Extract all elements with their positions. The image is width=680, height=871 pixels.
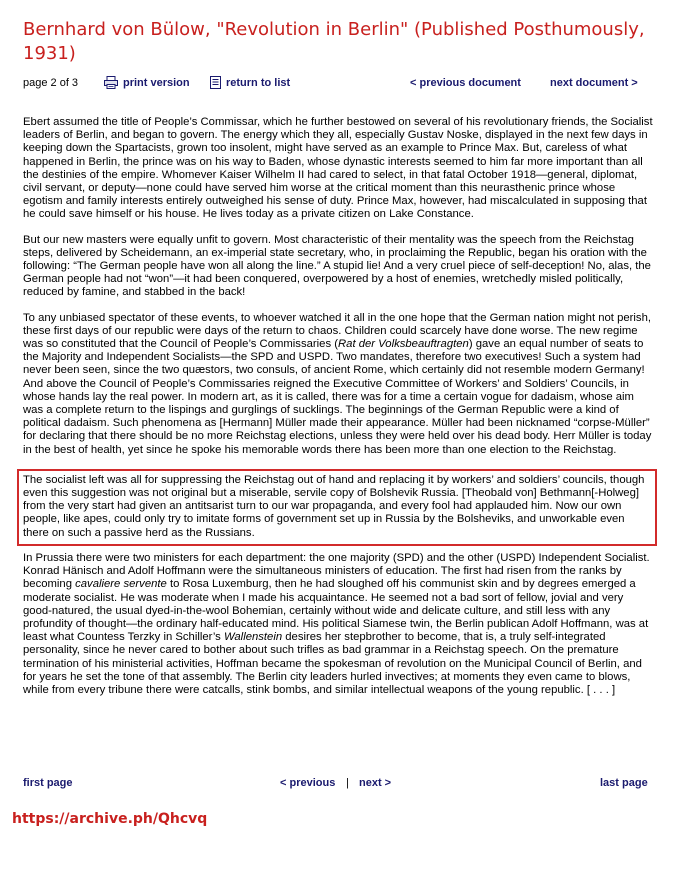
previous-document-link[interactable]: < previous document [410, 77, 521, 89]
paragraph [23, 312, 653, 457]
paragraph-text: Ebert assumed the title of People’s Commissar, which he further bestowed on several of his revolutionary friends, the Socialist leaders of Berlin, and began to govern. The energy which they all, especially Gustav Noske, displayed in the next few days in keeping down the Spartacists, grown too insolent, might have served as an example to Prince Max. But, careless of what happened in Berlin, the prince was on his way to Baden, whose dynastic interests seemed to him far more important than all the destinies of the empire. Whomever Kaiser Wilhelm II had cared to select, in that fatal October 1918—general, diplomat, civil servant, or deputy—none could have served him worse at the critical moment than this neurasthenic prince whose egotism and family interests entirely outweighed his sense of duty. Prince Max, however, had miscalculated in supposing that he could save himself or his house. He lives today as a private citizen on Lake Constance. [23, 116, 653, 221]
paragraph-text: ) gave an equal number of seats to the Majority and Independent Socialists—the SPD and USPD. Two mandates, therefore two executives! Such a system had never been seen, since the two quæstors, two consuls, of ancient Rome, which certainly did not resemble modern Germany! And above the Council of People’s Commissaries reigned the Executive Committee of Workers’ and Soldiers’ Councils, in whose hands lay the real power. In modern art, as it is called, there was for a time a certain vogue for dadaism, whose aim was a complete return to the lispings and gurglings of sucklings. The beginnings of the German Republic were a kind of political dadaism. Such phenomena as [Hermann] Müller made their appearance. Müller had been nicknamed “corpse-Müller” for declaring that there should be no more Reichstag elections, unless they were held over his dead body. Herr Müller is today in the best of health, yet since he spoke his memorable words there has been more than one election to the Reichstag. [23, 338, 652, 456]
paragraph-text: desires her stepbrother to become, that is, a truly self-integrated personality, since he never cared to bother about such trifles as bad grammar in a Reichstag speech. On the premature termination of his ministerial activities, Hoffman became the spokesman of revolution on the Municipal Council of Berlin, and for years he set the tone of that assembly. The Berlin city leaders hurled invectives; at moments they even came to blows, while from every tribune there were catcalls, stink bombs, and similar intellectual weapons of the young republic. [ . . . ] [23, 631, 642, 696]
archive-url: https://archive.ph/Qhcvq [12, 811, 208, 827]
printer-icon[interactable] [104, 76, 118, 94]
nav-separator: | [346, 777, 349, 789]
print-version-link[interactable]: print version [123, 77, 190, 89]
previous-page-link[interactable]: < previous [280, 777, 336, 789]
paragraph-text: But our new masters were equally unfit to govern. Most characteristic of their mentality was the speech from the Reichstag steps, delivered by Scheidemann, an ex-imperial state secretary, who, in proclaiming the Republic, began his oration with the following: “The German people have won all along the line.” A stupid lie! And a very cruel piece of self-deception! No, alas, the German people had not “won”—it had been conquered, overpowered by a host of enemies, wretchedly misled politically, reduced by famine, and stabbed in the back! [23, 233, 651, 299]
first-page-link[interactable]: first page [23, 777, 73, 789]
paragraph-text: In Prussia there were two ministers for each department: the one majority (SPD) and the other (USPD) Independent Socialist. Konrad Hänisch and Adolf Hoffmann were the simultaneous ministers of education. The first had risen from the ranks by becoming [23, 551, 650, 591]
top-navigation [23, 75, 649, 91]
document-body [23, 116, 653, 709]
next-document-link[interactable]: next document > [550, 77, 638, 89]
next-page-link[interactable]: next > [359, 777, 392, 789]
page-title: Bernhard von Bülow, "Revolution in Berlin" (Published Posthumously, 1931) [23, 19, 645, 64]
italic-term: Wallenstein [223, 631, 283, 644]
italic-term: Rat der Volksbeauftragten [338, 338, 469, 351]
bottom-navigation [23, 775, 649, 791]
paragraph-text: To any unbiased spectator of these events, to whoever watched it all in the one hope that the German nation might not perish, these first days of our republic were days of the return to chaos. Children could scarcely have done worse. The new regime was so constituted that the Council of People’s Commissaries ( [23, 311, 651, 351]
paragraph [23, 234, 653, 300]
italic-term: cavaliere servente [75, 578, 167, 591]
paragraph [23, 116, 653, 222]
highlighted-paragraph [17, 469, 657, 546]
return-to-list-link[interactable]: return to list [226, 77, 291, 89]
paragraph-text: to Rosa Luxemburg, then he had sloughed off his communist skin and by degrees emerged a moderate socialist. He was moderate when I made his acquaintance. He seemed not a bad sort of fellow, jovial and very good-natured, the usual dyed-in-the-wool Bohemian, certainly without wide and delicate culture, and still less with any profundity of thought—the ordinary half-educated mind. His political Siamese twin, the Berlin publican Adolf Hoffmann, was at least what Countess Terzky in Schiller’s [23, 578, 649, 644]
paragraph [23, 552, 653, 697]
page-indicator: page 2 of 3 [23, 77, 79, 89]
paragraph-text: The socialist left was all for suppressing the Reichstag out of hand and replacing it by workers’ and soldiers’ councils, though even this suggestion was not original but a miserable, servile copy of Bolshevik Russia. [Theobald von] Bethmann[-Holweg] from the very start had given an antitsarist turn to our war propaganda, and every fool had applauded him. Now our own people, like apes, could only try to imitate forms of government set up in Russia by the Bolsheviks, and unworkable even there on such a passive herd as the Russians. [23, 473, 645, 539]
last-page-link[interactable]: last page [600, 777, 648, 789]
document-list-icon[interactable] [210, 76, 221, 94]
